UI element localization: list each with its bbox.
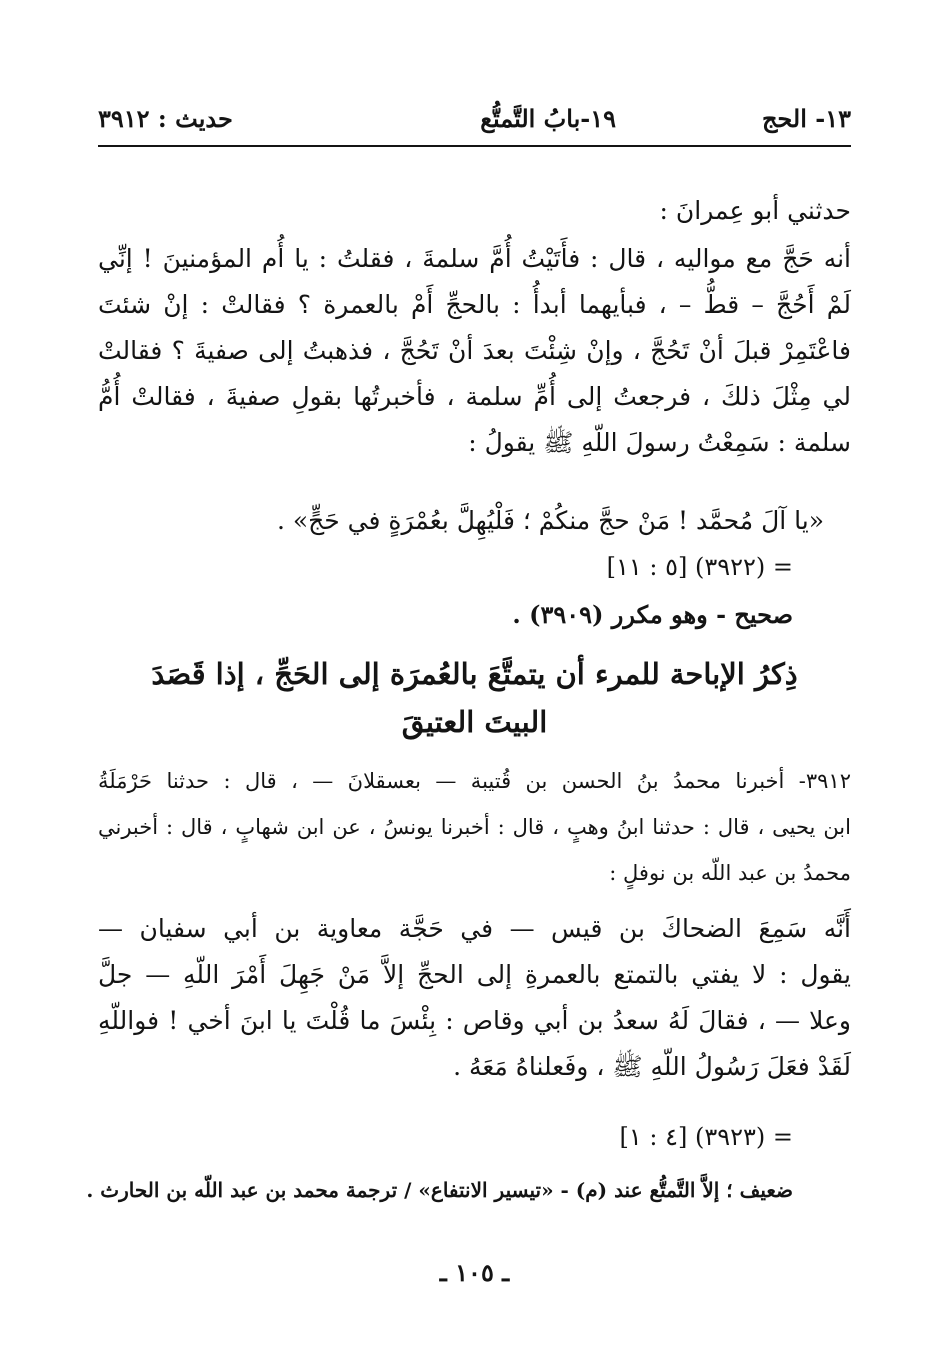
header-rule <box>98 145 851 147</box>
text-line: ٣٩١٢- أخبرنا محمدُ بنُ الحسن بن قُتيبة — بعسقلانَ — ، قال : حدثنا حَرْمَلَةُ <box>98 769 851 793</box>
hadith-paragraph-1 <box>98 236 851 466</box>
text-line: لي مِثْلَ ذلكَ ، فرجعتُ إلى أُمِّ سلمة ، فأخبرتُها بقولِ صفيةَ ، فقالتْ أُمُّ <box>98 382 851 411</box>
section-heading <box>98 650 851 746</box>
isnad-chain <box>98 758 851 896</box>
section-heading-line: البيتَ العتيقَ <box>401 705 548 739</box>
narrator-line <box>98 188 851 234</box>
text-line: أنه حَجَّ مع مواليه ، قال : فأَتَيْتُ أُمَّ سلمةَ ، فقلتُ : يا أُم المؤمنينَ ! إنِّي <box>98 244 851 273</box>
text-line: حدثني أبو عِمرانَ : <box>659 196 851 225</box>
grading-1: صحيح - وهو مكرر (٣٩٠٩) . <box>512 600 793 629</box>
text-line: يقول : لا يفتي بالتمتع بالعمرةِ إلى الحجِّ إلاَّ مَنْ جَهِلَ أَمْرَ اللّهِ — جلَّ <box>98 960 851 989</box>
text-line: لَقَدْ فعَلَ رَسُولُ اللّهِ ﷺ ، وفَعلناهُ مَعَهُ . <box>453 1052 851 1081</box>
prophetic-quote: «يا آلَ مُحمَّد ! مَنْ حجَّ منكُمْ ؛ فَلْيُهِلَّ بعُمْرَةٍ في حَجٍّ» . <box>276 506 824 535</box>
text-line: فاعْتَمِرْ قبلَ أنْ تَحُجَّ ، وإنْ شِئْتَ بعدَ أنْ تَحُجَّ ، فذهبتُ إلى صفيةَ ؟ فقالتْ <box>98 336 851 365</box>
text-line: محمدُ بن عبد اللّه بن نوفلٍ : <box>609 861 851 885</box>
text-line: وعلا — ، فقالَ لَهُ سعدُ بن أبي وقاص : بِئْسَ ما قُلْتَ يا ابنَ أخي ! فواللّهِ <box>98 1006 851 1035</box>
text-line: سلمة : سَمِعْتُ رسولَ اللّهِ ﷺ يقولُ : <box>468 428 851 457</box>
page-number: ـ ١٠٥ ـ <box>439 1258 510 1287</box>
grading-2: ضعيف ؛ إلاَّ التَّمتُّع عند (م) - «تيسير الانتفاع» / ترجمة محمد بن عبد اللّه بن الحارث . <box>86 1178 793 1202</box>
chapter-title: ١٩-بابُ التَّمتُّع <box>480 104 616 133</box>
running-header <box>98 100 851 140</box>
reference-1: = (٣٩٢٢) [٥ : ١١] <box>606 553 793 581</box>
book-title: ١٣- الحج <box>761 104 851 133</box>
text-line: لَمْ أَحُجَّ – قطُّ – ، فبأيهما أبدأُ : بالحجِّ أَمْ بالعمرة ؟ فقالتْ : إنْ شئتَ <box>98 290 851 319</box>
text-line: أَنَّه سَمِعَ الضحاكَ بن قيس — في حَجَّة معاوية بن أبي سفيان — <box>98 914 851 943</box>
hadith-paragraph-2 <box>98 906 851 1090</box>
reference-2: = (٣٩٢٣) [٤ : ١] <box>619 1123 793 1151</box>
text-line: ابن يحيى ، قال : حدثنا ابنُ وهبٍ ، قال : أخبرنا يونسُ ، عن ابن شهابٍ ، قال : أخبرني <box>98 815 851 839</box>
section-heading-line: ذِكرُ الإباحة للمرء أن يتمتَّعَ بالعُمرَة إلى الحَجِّ ، إذا قَصَدَ <box>151 657 798 691</box>
hadith-number-label: حديث : ٣٩١٢ <box>98 104 233 133</box>
